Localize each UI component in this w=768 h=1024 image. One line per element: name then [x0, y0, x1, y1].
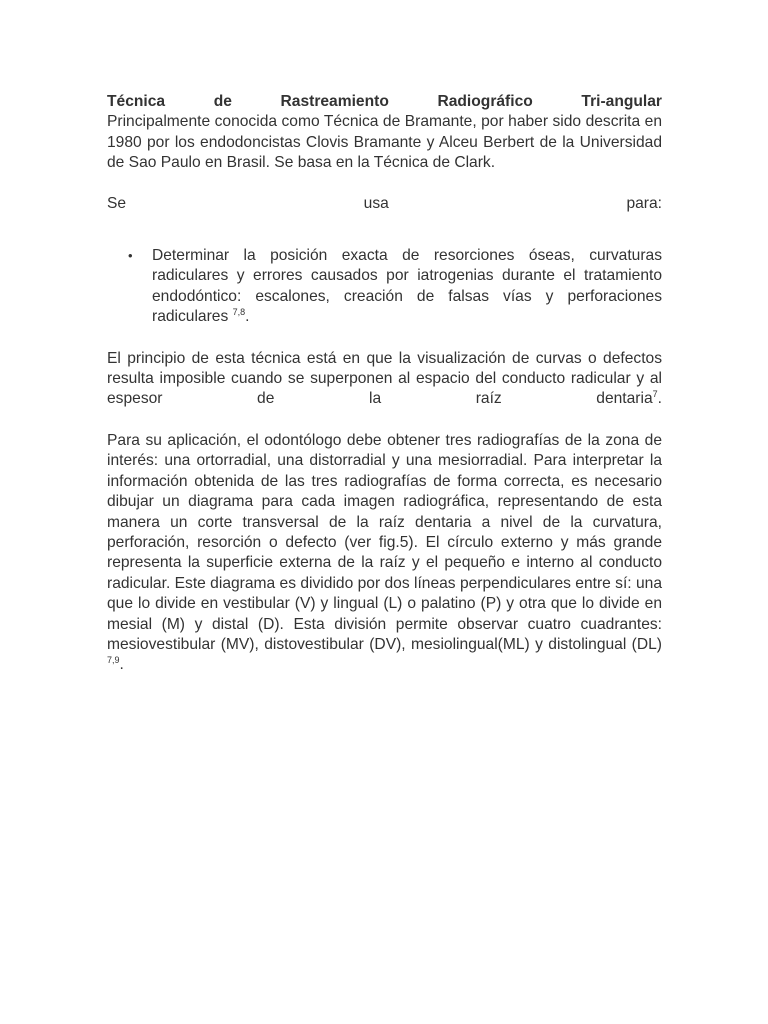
- citation-ref: 7,8: [232, 307, 246, 318]
- document-title: Técnica de Rastreamiento Radiográfico Tri-angular: [107, 93, 662, 110]
- citation-ref: 7,9: [107, 655, 120, 666]
- principle-end: .: [657, 390, 662, 408]
- uses-heading: Se usa para:: [107, 194, 662, 212]
- citation-ref: 7: [652, 389, 658, 400]
- list-item: [107, 246, 662, 328]
- principle-paragraph: [107, 349, 662, 410]
- application-text: Para su aplicación, el odontólogo debe obtener tres radiografías de la zona de interés: una ortorradial, una distorradial y una mesiorradial. Para interpretar la información obtenida de las tres radiografías de forma correcta, es necesario dibujar un diagrama para cada imagen radiográfica, representando de esta manera un corte transversal de la raíz dentaria a nivel de la curvatura, perforación, resorción o defecto (ver fig.5). El círculo externo y más grande representa la superficie externa de la raíz y el pequeño e interno al conducto radicular. Este diagrama es dividido por dos líneas perpendiculares entre sí: una que lo divide en vestibular (V) y lingual (L) o palatino (P) y otra que lo divide en mesial (M) y distal (D). Esta división permite observar cuatro cuadrantes: mesiovestibular (MV), distovestibular (DV), mesiolingual(ML) y distolingual (DL): [107, 431, 662, 653]
- application-paragraph: [107, 431, 662, 676]
- bullet-icon: •: [128, 248, 133, 264]
- list-item-end: .: [245, 308, 250, 326]
- application-end: .: [119, 656, 124, 674]
- intro-text: Principalmente conocida como Técnica de Bramante, por haber sido descrita en 1980 por los endodoncistas Clovis Bramante y Alceu Berbert de la Universidad de Sao Paulo en Brasil. Se basa en la Técnica de Clark.: [107, 113, 662, 172]
- document-page: [107, 92, 662, 676]
- uses-list: [107, 246, 662, 328]
- intro-paragraph: [107, 92, 662, 174]
- principle-text: El principio de esta técnica está en que la visualización de curvas o defectos resulta imposible cuando se superponen al espacio del conducto radicular y al espesor de la raíz dentaria: [107, 349, 662, 408]
- list-item-text: Determinar la posición exacta de resorciones óseas, curvaturas radiculares y errores causados por iatrogenias durante el tratamiento endodóntico: escalones, creación de falsas vías y perforaciones radiculares: [152, 247, 662, 326]
